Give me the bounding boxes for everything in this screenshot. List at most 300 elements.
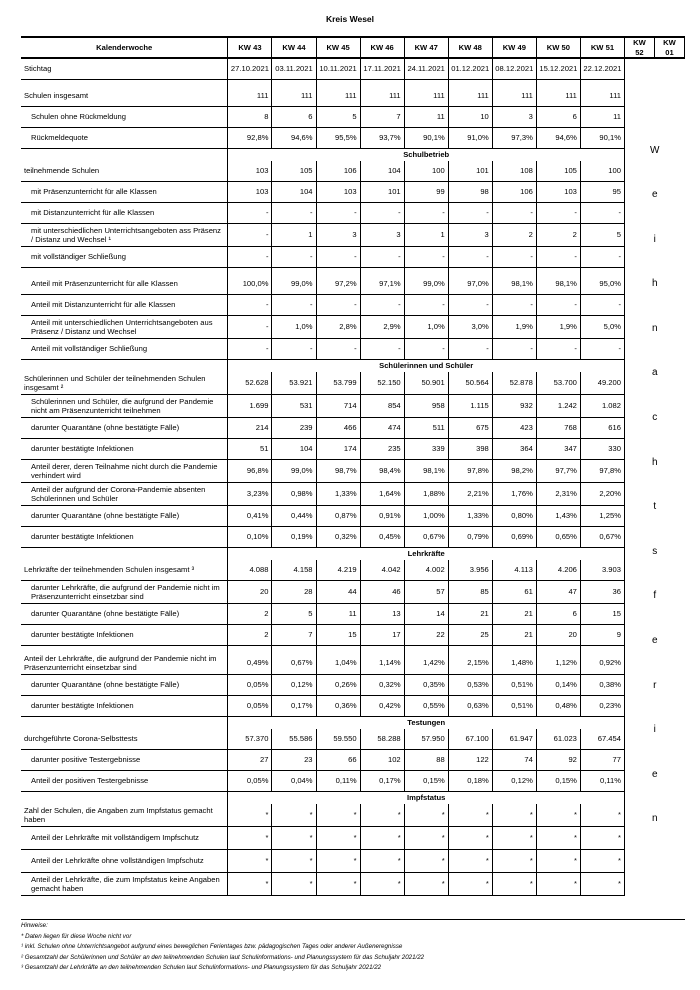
value-cell: 0,65%: [536, 527, 580, 548]
value-cell: 0,67%: [404, 527, 448, 548]
data-row: [21, 625, 685, 646]
value-cell: -: [492, 339, 536, 360]
holiday-letter: t: [653, 501, 657, 513]
value-cell: 100: [404, 161, 448, 182]
value-cell: 13: [360, 604, 404, 625]
value-cell: -: [536, 295, 580, 316]
row-label: mit Präsenzunterricht für alle Klassen: [21, 182, 228, 203]
week-header: KW 43: [228, 37, 272, 58]
holiday-letter: c: [652, 411, 658, 423]
value-cell: 3,23%: [228, 483, 272, 506]
week-header: KW 50: [536, 37, 580, 58]
value-cell: 0,42%: [360, 696, 404, 717]
data-row: [21, 827, 685, 850]
value-cell: 0,23%: [580, 696, 624, 717]
value-cell: 0,17%: [360, 771, 404, 792]
value-cell: 1,48%: [492, 652, 536, 675]
stichtag-date: 17.11.2021: [360, 58, 404, 80]
value-cell: -: [272, 203, 316, 224]
section-title: Schulbetrieb: [228, 149, 625, 162]
value-cell: 100: [580, 161, 624, 182]
value-cell: 0,10%: [228, 527, 272, 548]
row-label: Schulen insgesamt: [21, 86, 228, 107]
value-cell: 0,05%: [228, 696, 272, 717]
value-cell: 46: [360, 581, 404, 604]
row-label: Anteil der Lehrkräfte mit vollständigem Impfschutz: [21, 827, 228, 850]
value-cell: -: [228, 247, 272, 268]
value-cell: 1,04%: [316, 652, 360, 675]
value-cell: *: [360, 850, 404, 873]
row-label: darunter Quarantäne (ohne bestätigte Fälle): [21, 506, 228, 527]
value-cell: 59.550: [316, 729, 360, 750]
value-cell: 0,91%: [360, 506, 404, 527]
value-cell: 92,8%: [228, 128, 272, 149]
value-cell: 111: [536, 86, 580, 107]
value-cell: 0,67%: [272, 652, 316, 675]
row-label: Schülerinnen und Schüler der teilnehmenden Schulen insgesamt ²: [21, 372, 228, 395]
week-header: KW 49: [492, 37, 536, 58]
stichtag-date: 03.11.2021: [272, 58, 316, 80]
value-cell: 52.150: [360, 372, 404, 395]
value-cell: 1: [404, 224, 448, 247]
value-cell: 398: [448, 439, 492, 460]
stichtag-date: 08.12.2021: [492, 58, 536, 80]
value-cell: 364: [492, 439, 536, 460]
value-cell: 0,32%: [360, 675, 404, 696]
data-row: [21, 506, 685, 527]
stichtag-date: 24.11.2021: [404, 58, 448, 80]
holiday-letter: h: [651, 278, 658, 290]
value-cell: 66: [316, 750, 360, 771]
value-cell: 103: [536, 182, 580, 203]
value-cell: 0,11%: [580, 771, 624, 792]
data-row: [21, 850, 685, 873]
value-cell: 99: [404, 182, 448, 203]
data-row: [21, 439, 685, 460]
value-cell: *: [316, 804, 360, 827]
value-cell: 53.921: [272, 372, 316, 395]
value-cell: 3,0%: [448, 316, 492, 339]
value-cell: *: [536, 873, 580, 896]
value-cell: *: [580, 804, 624, 827]
row-label: Anteil der Lehrkräfte, die aufgrund der Pandemie nicht im Präsenzunterricht einsetzbar sind: [21, 652, 228, 675]
value-cell: 3.903: [580, 560, 624, 581]
value-cell: 85: [448, 581, 492, 604]
week-header-extra: KW 52: [624, 37, 654, 58]
data-row: [21, 581, 685, 604]
value-cell: *: [316, 850, 360, 873]
value-cell: 1,9%: [536, 316, 580, 339]
value-cell: 111: [580, 86, 624, 107]
value-cell: 90,1%: [404, 128, 448, 149]
value-cell: 0,67%: [580, 527, 624, 548]
document-title: Kreis Wesel: [325, 14, 375, 24]
footnote: ¹ inkl. Schulen ohne Unterrichtsangebot aufgrund eines beweglichen Ferientages bzw. pädagogischen Tages oder anderer Außeneregnisse: [21, 943, 403, 950]
value-cell: 47: [536, 581, 580, 604]
week-header: KW 46: [360, 37, 404, 58]
data-row: [21, 372, 685, 395]
value-cell: *: [404, 804, 448, 827]
value-cell: 0,15%: [404, 771, 448, 792]
value-cell: *: [228, 804, 272, 827]
value-cell: 4.219: [316, 560, 360, 581]
value-cell: 98,1%: [404, 460, 448, 483]
value-cell: 6: [536, 107, 580, 128]
value-cell: 0,44%: [272, 506, 316, 527]
value-cell: 239: [272, 418, 316, 439]
value-cell: *: [360, 873, 404, 896]
row-label: Anteil der Lehrkräfte, die zum Impfstatus keine Angaben gemacht haben: [21, 873, 228, 896]
stichtag-date: 01.12.2021: [448, 58, 492, 80]
data-row: [21, 182, 685, 203]
value-cell: 52.628: [228, 372, 272, 395]
value-cell: 0,87%: [316, 506, 360, 527]
row-label: Zahl der Schulen, die Angaben zum Impfstatus gemacht haben: [21, 804, 228, 827]
data-row: [21, 696, 685, 717]
value-cell: 3: [316, 224, 360, 247]
value-cell: 95,5%: [316, 128, 360, 149]
value-cell: -: [360, 295, 404, 316]
value-cell: 15: [580, 604, 624, 625]
value-cell: 0,41%: [228, 506, 272, 527]
value-cell: 91,0%: [448, 128, 492, 149]
value-cell: -: [404, 203, 448, 224]
value-cell: 0,98%: [272, 483, 316, 506]
value-cell: 2,21%: [448, 483, 492, 506]
value-cell: 0,32%: [316, 527, 360, 548]
value-cell: 1,76%: [492, 483, 536, 506]
value-cell: 104: [272, 439, 316, 460]
data-row: [21, 128, 685, 149]
value-cell: 0,05%: [228, 675, 272, 696]
value-cell: 111: [360, 86, 404, 107]
value-cell: 0,35%: [404, 675, 448, 696]
value-cell: 0,51%: [492, 675, 536, 696]
value-cell: *: [492, 873, 536, 896]
row-label: darunter Quarantäne (ohne bestätigte Fälle): [21, 604, 228, 625]
value-cell: -: [228, 295, 272, 316]
data-row: [21, 274, 685, 295]
value-cell: *: [448, 873, 492, 896]
value-cell: 61.947: [492, 729, 536, 750]
section-header-row: [21, 717, 685, 730]
week-header: KW 45: [316, 37, 360, 58]
value-cell: 4.206: [536, 560, 580, 581]
section-header-row: [21, 360, 685, 373]
data-row: [21, 604, 685, 625]
value-cell: *: [536, 850, 580, 873]
row-label: Anteil mit Distanzunterricht für alle Klassen: [21, 295, 228, 316]
value-cell: 98,2%: [492, 460, 536, 483]
value-cell: 932: [492, 395, 536, 418]
row-label: Stichtag: [21, 58, 228, 80]
value-cell: *: [492, 827, 536, 850]
value-cell: 531: [272, 395, 316, 418]
value-cell: 0,04%: [272, 771, 316, 792]
value-cell: 0,79%: [448, 527, 492, 548]
value-cell: 0,05%: [228, 771, 272, 792]
footnote: ² Gesamtzahl der Schülerinnen und Schüler an den teilnehmenden Schulen laut Schulinformations- und Planungssystem für das Schuljahr 2021/22: [21, 953, 425, 961]
value-cell: 14: [404, 604, 448, 625]
header-row: [21, 37, 685, 58]
value-cell: 49.200: [580, 372, 624, 395]
value-cell: 74: [492, 750, 536, 771]
row-label: Anteil mit unterschiedlichen Unterrichtsangeboten aus Präsenz / Distanz und Wechsel: [21, 316, 228, 339]
holiday-letter: W: [650, 145, 660, 156]
value-cell: 111: [228, 86, 272, 107]
value-cell: 1: [272, 224, 316, 247]
value-cell: 88: [404, 750, 448, 771]
row-label: darunter bestätigte Infektionen: [21, 625, 228, 646]
value-cell: 2: [228, 625, 272, 646]
value-cell: 50.564: [448, 372, 492, 395]
value-cell: *: [580, 850, 624, 873]
value-cell: 36: [580, 581, 624, 604]
data-row: [21, 295, 685, 316]
value-cell: -: [316, 339, 360, 360]
holiday-letter: n: [651, 322, 658, 334]
row-label: mit Distanzunterricht für alle Klassen: [21, 203, 228, 224]
data-row: [21, 652, 685, 675]
row-label: Rückmeldequote: [21, 128, 228, 149]
value-cell: 3: [448, 224, 492, 247]
value-cell: 7: [272, 625, 316, 646]
value-cell: 58.288: [360, 729, 404, 750]
value-cell: 1,9%: [492, 316, 536, 339]
value-cell: 51: [228, 439, 272, 460]
section-title: Testungen: [228, 717, 625, 730]
value-cell: -: [492, 295, 536, 316]
data-row: [21, 771, 685, 792]
value-cell: *: [228, 827, 272, 850]
data-row: [21, 161, 685, 182]
value-cell: 174: [316, 439, 360, 460]
value-cell: 1,88%: [404, 483, 448, 506]
data-row: [21, 483, 685, 506]
value-cell: 10: [448, 107, 492, 128]
value-cell: 0,51%: [492, 696, 536, 717]
value-cell: -: [404, 295, 448, 316]
value-cell: 20: [228, 581, 272, 604]
section-title: Lehrkräfte: [228, 548, 625, 561]
data-row: [21, 86, 685, 107]
section-header-row: [21, 548, 685, 561]
stichtag-date: 27.10.2021: [228, 58, 272, 80]
value-cell: 9: [580, 625, 624, 646]
holiday-letter: r: [653, 679, 657, 691]
value-cell: 0,19%: [272, 527, 316, 548]
value-cell: 103: [228, 182, 272, 203]
value-cell: *: [404, 827, 448, 850]
footnotes: [21, 919, 685, 974]
value-cell: 28: [272, 581, 316, 604]
data-row: [21, 107, 685, 128]
value-cell: 11: [316, 604, 360, 625]
value-cell: 2,20%: [580, 483, 624, 506]
value-cell: 52.878: [492, 372, 536, 395]
value-cell: -: [228, 224, 272, 247]
value-cell: 17: [360, 625, 404, 646]
value-cell: *: [272, 873, 316, 896]
value-cell: 111: [492, 86, 536, 107]
value-cell: -: [272, 247, 316, 268]
section-title: Impfstatus: [228, 792, 625, 805]
value-cell: 958: [404, 395, 448, 418]
value-cell: -: [228, 316, 272, 339]
value-cell: 1,33%: [316, 483, 360, 506]
value-cell: 2,15%: [448, 652, 492, 675]
data-row: [21, 873, 685, 896]
row-label: darunter Quarantäne (ohne bestätigte Fälle): [21, 418, 228, 439]
value-cell: -: [580, 247, 624, 268]
value-cell: 111: [404, 86, 448, 107]
value-cell: -: [316, 295, 360, 316]
holiday-letter: h: [651, 456, 658, 468]
value-cell: -: [448, 247, 492, 268]
value-cell: 100,0%: [228, 274, 272, 295]
value-cell: 50.901: [404, 372, 448, 395]
week-header: KW 48: [448, 37, 492, 58]
value-cell: 0,11%: [316, 771, 360, 792]
value-cell: 0,17%: [272, 696, 316, 717]
value-cell: 20: [536, 625, 580, 646]
value-cell: 4.088: [228, 560, 272, 581]
value-cell: 98,1%: [492, 274, 536, 295]
data-row: [21, 247, 685, 268]
holiday-letter: n: [651, 813, 658, 825]
value-cell: -: [448, 203, 492, 224]
value-cell: -: [316, 247, 360, 268]
value-cell: 1,14%: [360, 652, 404, 675]
value-cell: *: [360, 804, 404, 827]
value-cell: 97,1%: [360, 274, 404, 295]
value-cell: 4.113: [492, 560, 536, 581]
value-cell: *: [228, 873, 272, 896]
value-cell: *: [580, 873, 624, 896]
value-cell: 714: [316, 395, 360, 418]
value-cell: 5: [316, 107, 360, 128]
value-cell: 57: [404, 581, 448, 604]
value-cell: 235: [360, 439, 404, 460]
value-cell: 77: [580, 750, 624, 771]
value-cell: 97,8%: [580, 460, 624, 483]
value-cell: 0,12%: [492, 771, 536, 792]
value-cell: 57.370: [228, 729, 272, 750]
value-cell: 5: [272, 604, 316, 625]
data-row: [21, 527, 685, 548]
value-cell: 1,25%: [580, 506, 624, 527]
value-cell: -: [360, 203, 404, 224]
data-row: [21, 203, 685, 224]
value-cell: 0,14%: [536, 675, 580, 696]
value-cell: *: [580, 827, 624, 850]
row-label: Anteil mit vollständiger Schließung: [21, 339, 228, 360]
value-cell: -: [492, 203, 536, 224]
value-cell: 106: [492, 182, 536, 203]
value-cell: 2: [228, 604, 272, 625]
value-cell: 61: [492, 581, 536, 604]
value-cell: 97,0%: [448, 274, 492, 295]
row-label: Anteil mit Präsenzunterricht für alle Klassen: [21, 274, 228, 295]
section-title: Schülerinnen und Schüler: [228, 360, 625, 373]
value-cell: -: [404, 247, 448, 268]
value-cell: 1,33%: [448, 506, 492, 527]
value-cell: 108: [492, 161, 536, 182]
value-cell: 93,7%: [360, 128, 404, 149]
value-cell: -: [228, 203, 272, 224]
value-cell: 96,8%: [228, 460, 272, 483]
holiday-letter: e: [651, 189, 658, 200]
value-cell: *: [404, 873, 448, 896]
value-cell: -: [580, 339, 624, 360]
value-cell: 511: [404, 418, 448, 439]
value-cell: 423: [492, 418, 536, 439]
row-label: darunter positive Testergebnisse: [21, 750, 228, 771]
value-cell: 0,69%: [492, 527, 536, 548]
value-cell: 0,48%: [536, 696, 580, 717]
header-label: Kalenderwoche: [21, 37, 228, 58]
value-cell: -: [580, 203, 624, 224]
value-cell: *: [316, 873, 360, 896]
value-cell: 2,31%: [536, 483, 580, 506]
value-cell: *: [448, 827, 492, 850]
section-header-row: [21, 792, 685, 805]
value-cell: 99,0%: [272, 460, 316, 483]
value-cell: 8: [228, 107, 272, 128]
data-row: [21, 750, 685, 771]
value-cell: -: [536, 247, 580, 268]
section-header-row: [21, 149, 685, 162]
value-cell: 6: [536, 604, 580, 625]
value-cell: 0,38%: [580, 675, 624, 696]
value-cell: 2: [492, 224, 536, 247]
value-cell: 98: [448, 182, 492, 203]
value-cell: 94,6%: [536, 128, 580, 149]
value-cell: -: [448, 295, 492, 316]
value-cell: 105: [536, 161, 580, 182]
value-cell: 347: [536, 439, 580, 460]
value-cell: 474: [360, 418, 404, 439]
data-row: [21, 560, 685, 581]
value-cell: -: [272, 339, 316, 360]
holiday-letter: e: [651, 768, 658, 780]
value-cell: 1.699: [228, 395, 272, 418]
data-row: [21, 224, 685, 247]
holiday-letter: e: [651, 634, 658, 646]
value-cell: 0,26%: [316, 675, 360, 696]
value-cell: 15: [316, 625, 360, 646]
value-cell: 1,42%: [404, 652, 448, 675]
value-cell: 0,63%: [448, 696, 492, 717]
value-cell: 105: [272, 161, 316, 182]
value-cell: 3: [492, 107, 536, 128]
value-cell: 768: [536, 418, 580, 439]
value-cell: 27: [228, 750, 272, 771]
row-label: Anteil derer, deren Teilnahme nicht durch die Pandemie verhindert wird: [21, 460, 228, 483]
value-cell: 21: [492, 625, 536, 646]
week-header: KW 47: [404, 37, 448, 58]
row-label: Anteil der aufgrund der Corona-Pandemie absenten Schülerinnen und Schüler: [21, 483, 228, 506]
value-cell: 0,36%: [316, 696, 360, 717]
value-cell: 23: [272, 750, 316, 771]
value-cell: 1,0%: [272, 316, 316, 339]
value-cell: 0,18%: [448, 771, 492, 792]
value-cell: -: [316, 203, 360, 224]
row-label: darunter Lehrkräfte, die aufgrund der Pandemie nicht im Präsenzunterricht einsetzbar sind: [21, 581, 228, 604]
row-label: teilnehmende Schulen: [21, 161, 228, 182]
value-cell: 4.158: [272, 560, 316, 581]
value-cell: 103: [228, 161, 272, 182]
